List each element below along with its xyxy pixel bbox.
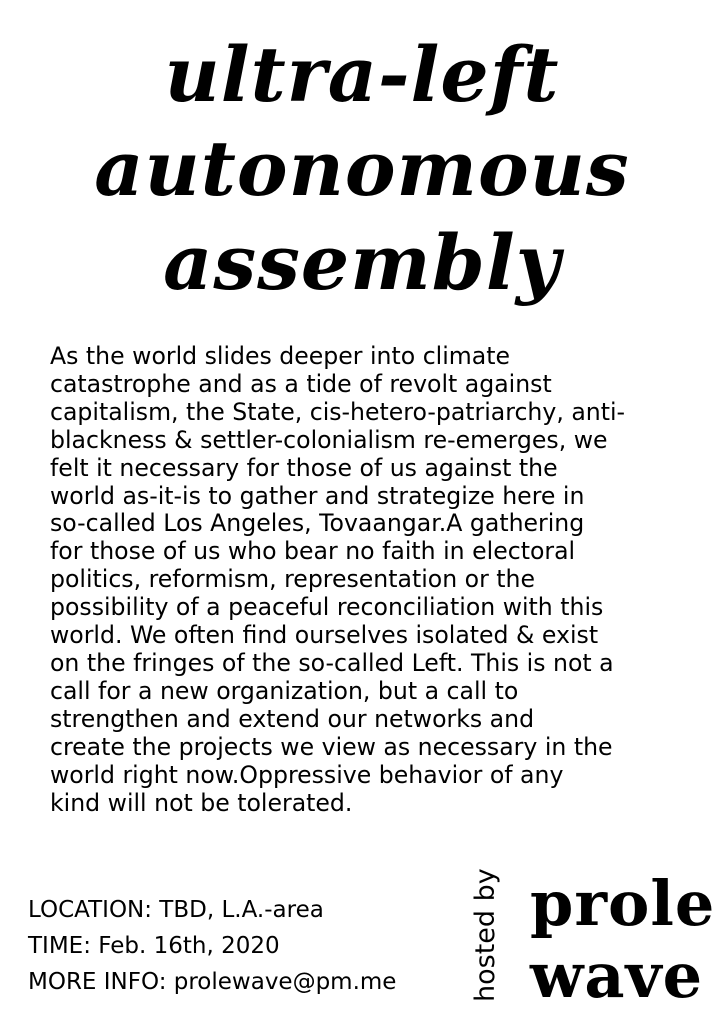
host-name-line-2: wave xyxy=(530,939,704,1012)
title-line-2: autonomous xyxy=(94,124,630,213)
title-line-3: assembly xyxy=(163,218,561,307)
time-line: TIME: Feb. 16th, 2020 xyxy=(28,933,280,959)
host-name-logo xyxy=(530,867,716,1012)
hosted-by-label: hosted by xyxy=(470,868,501,1002)
more-info-line: MORE INFO: prolewave@pm.me xyxy=(28,969,397,995)
page-title xyxy=(0,28,724,310)
title-line-1: ultra-left xyxy=(164,30,560,119)
host-name-line-1: prole xyxy=(530,867,716,940)
event-info xyxy=(28,892,488,1000)
location-line: LOCATION: TBD, L.A.-area xyxy=(28,897,324,923)
body-paragraph: As the world slides deeper into climate catastrophe and as a tide of revolt against capitalism, the State, cis-hetero-patriarchy, anti- blackness & settler-colonialism re-emerges, we felt it necessary for those of us against the world as-it-is to gather and strategize here in so-called Los Angeles, Tovaangar.A gathering for those of us who bear no faith in electoral politics, reformism, representation or the possibility of a peaceful reconciliation with this world. We often find ourselves isolated & exist on the fringes of the so-called Left. This is not a call for a new organization, but a call to strengthen and extend our networks and create the projects we view as necessary in the world right now.Oppressive behavior of any kind will not be tolerated. xyxy=(50,342,626,817)
